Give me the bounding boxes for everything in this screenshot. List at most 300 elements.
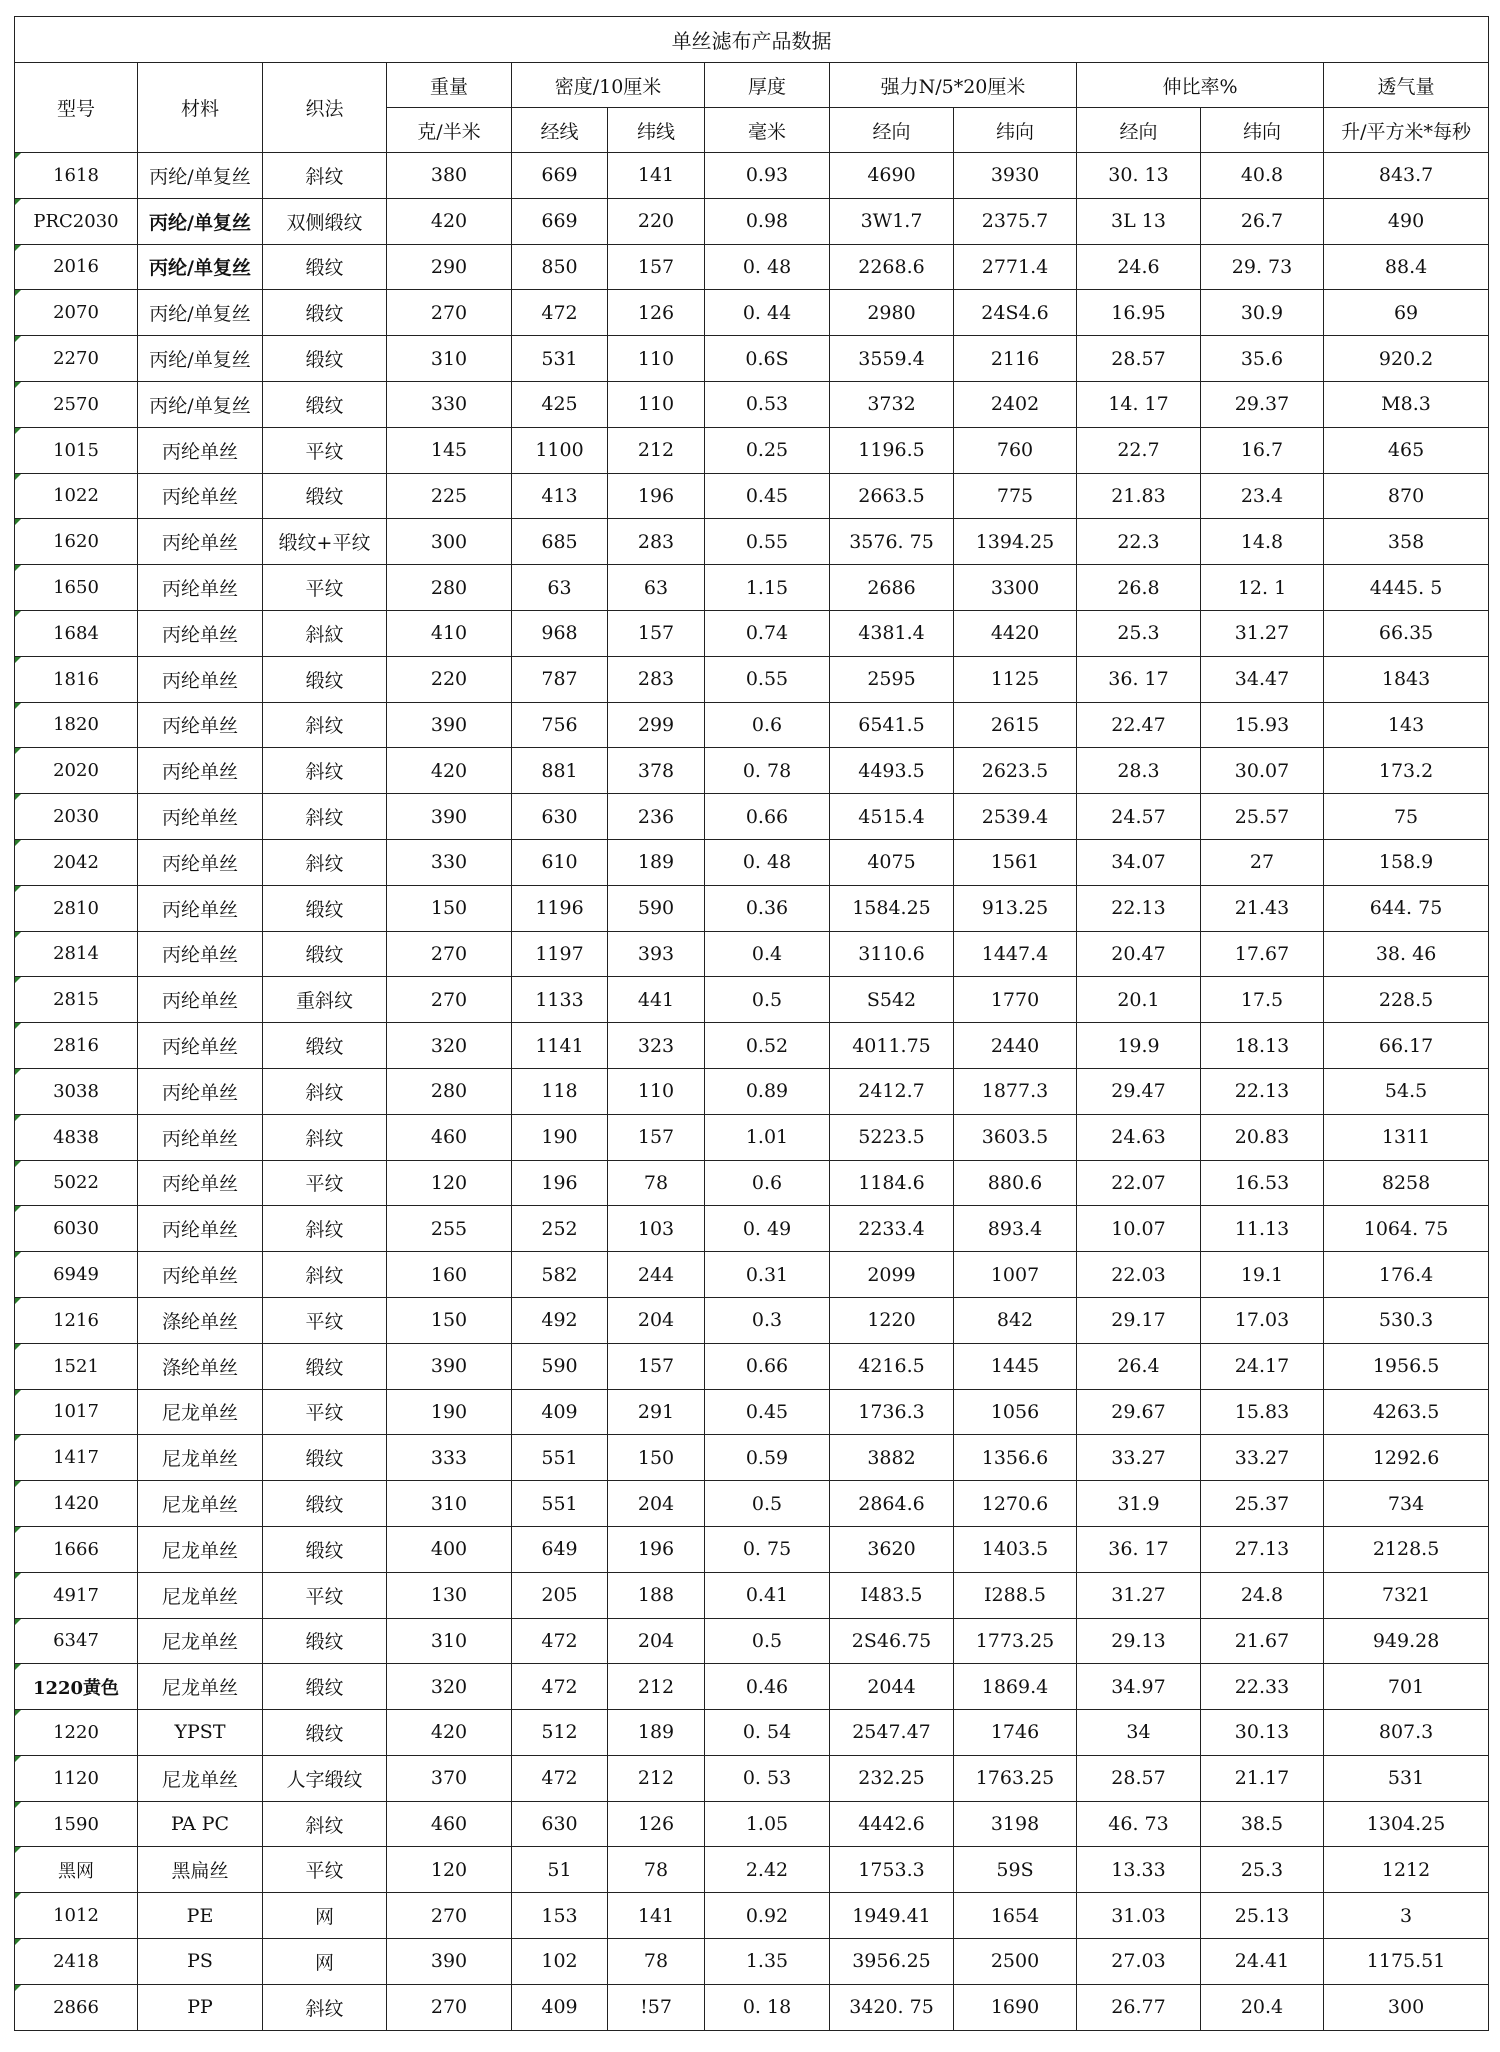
cell-material: 丙纶单丝 [138, 794, 263, 840]
cell-density-weft: 323 [608, 1023, 705, 1069]
cell-air-permeability: 228.5 [1324, 977, 1489, 1023]
cell-density-weft: 157 [608, 244, 705, 290]
cell-material: YPST [138, 1710, 263, 1756]
cell-thickness: 0.74 [705, 610, 830, 656]
cell-strength-weft: 2539.4 [954, 794, 1077, 840]
cell-weave: 缎纹 [263, 336, 387, 382]
cell-elongation-weft: 38.5 [1201, 1801, 1324, 1847]
cell-density-warp: 492 [512, 1297, 608, 1343]
cell-density-weft: 78 [608, 1160, 705, 1206]
cell-weight: 420 [387, 1710, 512, 1756]
cell-density-weft: !57 [608, 1984, 705, 2030]
cell-density-weft: 189 [608, 839, 705, 885]
cell-density-weft: 236 [608, 794, 705, 840]
cell-density-warp: 1197 [512, 931, 608, 977]
cell-strength-warp: 2686 [830, 565, 954, 611]
cell-strength-weft: 760 [954, 427, 1077, 473]
cell-model: 2570 [15, 381, 138, 427]
col-header-weight: 重量 [387, 63, 512, 108]
cell-thickness: 1.05 [705, 1801, 830, 1847]
cell-elongation-warp: 28.57 [1077, 336, 1201, 382]
cell-density-warp: 102 [512, 1939, 608, 1985]
cell-material: 尼龙单丝 [138, 1526, 263, 1572]
cell-density-warp: 153 [512, 1893, 608, 1939]
cell-model: 1420 [15, 1481, 138, 1527]
cell-density-warp: 205 [512, 1572, 608, 1618]
cell-elongation-warp: 16.95 [1077, 290, 1201, 336]
cell-material: 丙纶单丝 [138, 702, 263, 748]
cell-weight: 320 [387, 1664, 512, 1710]
cell-air-permeability: 1311 [1324, 1114, 1489, 1160]
cell-air-permeability: 176.4 [1324, 1252, 1489, 1298]
cell-weave: 斜纹 [263, 794, 387, 840]
table-row [15, 1939, 1489, 1985]
cell-model: PRC2030 [15, 198, 138, 244]
cell-weight: 150 [387, 1297, 512, 1343]
cell-density-warp: 472 [512, 1755, 608, 1801]
cell-model: 6949 [15, 1252, 138, 1298]
cell-weave: 平纹 [263, 1572, 387, 1618]
cell-weight: 270 [387, 977, 512, 1023]
cell-elongation-weft: 27.13 [1201, 1526, 1324, 1572]
cell-material: 尼龙单丝 [138, 1572, 263, 1618]
cell-elongation-weft: 15.93 [1201, 702, 1324, 748]
cell-weave: 斜纹 [263, 1252, 387, 1298]
col-subheader-density-warp: 经线 [512, 108, 608, 153]
cell-strength-warp: 2864.6 [830, 1481, 954, 1527]
cell-model: 1120 [15, 1755, 138, 1801]
cell-density-warp: 63 [512, 565, 608, 611]
cell-elongation-warp: 24.6 [1077, 244, 1201, 290]
cell-weight: 420 [387, 198, 512, 244]
cell-density-warp: 1196 [512, 885, 608, 931]
cell-strength-warp: 1584.25 [830, 885, 954, 931]
cell-air-permeability: 1304.25 [1324, 1801, 1489, 1847]
cell-material: 丙纶单丝 [138, 748, 263, 794]
cell-density-warp: 413 [512, 473, 608, 519]
cell-density-weft: 283 [608, 519, 705, 565]
cell-model: 2418 [15, 1939, 138, 1985]
cell-strength-warp: 3420. 75 [830, 1984, 954, 2030]
cell-strength-weft: 3930 [954, 153, 1077, 199]
cell-air-permeability: 69 [1324, 290, 1489, 336]
cell-weight: 270 [387, 290, 512, 336]
cell-air-permeability: 1212 [1324, 1847, 1489, 1893]
cell-strength-warp: 2S46.75 [830, 1618, 954, 1664]
cell-strength-warp: 4216.5 [830, 1343, 954, 1389]
cell-strength-warp: 4381.4 [830, 610, 954, 656]
table-row [15, 1023, 1489, 1069]
cell-density-weft: 78 [608, 1939, 705, 1985]
cell-elongation-weft: 30.9 [1201, 290, 1324, 336]
cell-material: 丙纶单丝 [138, 839, 263, 885]
table-title: 单丝滤布产品数据 [15, 17, 1489, 63]
cell-thickness: 2.42 [705, 1847, 830, 1893]
cell-weave: 平纹 [263, 1847, 387, 1893]
cell-elongation-warp: 22.03 [1077, 1252, 1201, 1298]
cell-weight: 460 [387, 1114, 512, 1160]
cell-elongation-warp: 22.47 [1077, 702, 1201, 748]
cell-material: 丙纶单丝 [138, 885, 263, 931]
cell-air-permeability: 4263.5 [1324, 1389, 1489, 1435]
cell-material: 丙纶单丝 [138, 565, 263, 611]
table-body [15, 153, 1489, 2031]
cell-material: 丙纶/单复丝 [138, 244, 263, 290]
cell-air-permeability: 807.3 [1324, 1710, 1489, 1756]
cell-air-permeability: 66.35 [1324, 610, 1489, 656]
cell-weave: 缎纹 [263, 1618, 387, 1664]
cell-elongation-warp: 22.3 [1077, 519, 1201, 565]
table-row [15, 885, 1489, 931]
cell-model: 2030 [15, 794, 138, 840]
cell-density-warp: 472 [512, 290, 608, 336]
cell-strength-warp: 2233.4 [830, 1206, 954, 1252]
cell-weight: 460 [387, 1801, 512, 1847]
cell-weave: 缎纹 [263, 885, 387, 931]
col-subheader-strength-warp: 经向 [830, 108, 954, 153]
cell-density-weft: 63 [608, 565, 705, 611]
cell-strength-warp: 1184.6 [830, 1160, 954, 1206]
cell-density-weft: 141 [608, 1893, 705, 1939]
cell-thickness: 0.5 [705, 977, 830, 1023]
product-data-sheet [14, 16, 1488, 2031]
cell-strength-weft: 2440 [954, 1023, 1077, 1069]
data-table [14, 16, 1489, 2031]
cell-elongation-warp: 31.9 [1077, 1481, 1201, 1527]
cell-strength-warp: 1949.41 [830, 1893, 954, 1939]
cell-density-weft: 110 [608, 336, 705, 382]
cell-strength-weft: 3198 [954, 1801, 1077, 1847]
cell-weight: 130 [387, 1572, 512, 1618]
cell-weight: 330 [387, 839, 512, 885]
table-row [15, 610, 1489, 656]
cell-material: 涤纶单丝 [138, 1343, 263, 1389]
cell-air-permeability: 4445. 5 [1324, 565, 1489, 611]
cell-model: 2866 [15, 1984, 138, 2030]
cell-weight: 380 [387, 153, 512, 199]
cell-density-weft: 212 [608, 1664, 705, 1710]
cell-strength-weft: 880.6 [954, 1160, 1077, 1206]
cell-model: 1620 [15, 519, 138, 565]
cell-strength-warp: 2044 [830, 1664, 954, 1710]
cell-material: 丙纶/单复丝 [138, 198, 263, 244]
cell-strength-weft: 3300 [954, 565, 1077, 611]
cell-thickness: 0.55 [705, 519, 830, 565]
cell-model: 2815 [15, 977, 138, 1023]
cell-density-weft: 378 [608, 748, 705, 794]
cell-thickness: 0.45 [705, 1389, 830, 1435]
col-subheader-thickness-unit: 毫米 [705, 108, 830, 153]
cell-density-warp: 630 [512, 794, 608, 840]
cell-density-weft: 126 [608, 290, 705, 336]
table-row [15, 1435, 1489, 1481]
cell-material: 尼龙单丝 [138, 1755, 263, 1801]
table-row [15, 1664, 1489, 1710]
cell-density-weft: 103 [608, 1206, 705, 1252]
cell-air-permeability: 8258 [1324, 1160, 1489, 1206]
cell-thickness: 0.3 [705, 1297, 830, 1343]
cell-air-permeability: 54.5 [1324, 1068, 1489, 1114]
cell-weave: 缎纹 [263, 1710, 387, 1756]
cell-weave: 网 [263, 1893, 387, 1939]
cell-density-weft: 441 [608, 977, 705, 1023]
cell-weave: 平纹 [263, 1160, 387, 1206]
cell-density-warp: 196 [512, 1160, 608, 1206]
cell-weave: 平纹 [263, 1389, 387, 1435]
cell-strength-weft: 1654 [954, 1893, 1077, 1939]
cell-thickness: 0.53 [705, 381, 830, 427]
cell-strength-weft: 24S4.6 [954, 290, 1077, 336]
cell-model: 1012 [15, 1893, 138, 1939]
table-row [15, 794, 1489, 840]
cell-density-warp: 850 [512, 244, 608, 290]
cell-strength-weft: 1770 [954, 977, 1077, 1023]
cell-thickness: 0.6 [705, 1160, 830, 1206]
cell-model: 2814 [15, 931, 138, 977]
cell-elongation-weft: 20.83 [1201, 1114, 1324, 1160]
cell-model: 1618 [15, 153, 138, 199]
cell-thickness: 0.55 [705, 656, 830, 702]
cell-strength-weft: 2623.5 [954, 748, 1077, 794]
cell-elongation-weft: 21.67 [1201, 1618, 1324, 1664]
cell-weave: 平纹 [263, 427, 387, 473]
cell-strength-weft: 1356.6 [954, 1435, 1077, 1481]
cell-weave: 斜紋 [263, 610, 387, 656]
table-row [15, 1481, 1489, 1527]
cell-material: PS [138, 1939, 263, 1985]
table-row [15, 1984, 1489, 2030]
cell-weave: 缎纹+平纹 [263, 519, 387, 565]
cell-elongation-weft: 18.13 [1201, 1023, 1324, 1069]
cell-density-warp: 787 [512, 656, 608, 702]
cell-thickness: 1.01 [705, 1114, 830, 1160]
cell-thickness: 0.66 [705, 1343, 830, 1389]
cell-weight: 190 [387, 1389, 512, 1435]
cell-density-warp: 582 [512, 1252, 608, 1298]
cell-elongation-warp: 22.07 [1077, 1160, 1201, 1206]
table-row [15, 1252, 1489, 1298]
cell-elongation-warp: 26.8 [1077, 565, 1201, 611]
cell-elongation-weft: 16.7 [1201, 427, 1324, 473]
cell-model: 1022 [15, 473, 138, 519]
cell-material: 尼龙单丝 [138, 1618, 263, 1664]
col-header-material: 材料 [138, 63, 263, 153]
cell-material: 丙纶/单复丝 [138, 153, 263, 199]
cell-elongation-weft: 15.83 [1201, 1389, 1324, 1435]
cell-elongation-warp: 27.03 [1077, 1939, 1201, 1985]
cell-elongation-warp: 46. 73 [1077, 1801, 1201, 1847]
cell-weight: 160 [387, 1252, 512, 1298]
cell-density-warp: 551 [512, 1435, 608, 1481]
cell-thickness: 0.98 [705, 198, 830, 244]
cell-material: 丙纶单丝 [138, 427, 263, 473]
cell-model: 6347 [15, 1618, 138, 1664]
cell-model: 1017 [15, 1389, 138, 1435]
cell-density-weft: 244 [608, 1252, 705, 1298]
table-row [15, 1618, 1489, 1664]
cell-model: 1650 [15, 565, 138, 611]
cell-air-permeability: 1175.51 [1324, 1939, 1489, 1985]
cell-weight: 300 [387, 519, 512, 565]
cell-material: 丙纶单丝 [138, 977, 263, 1023]
cell-thickness: 0.92 [705, 1893, 830, 1939]
cell-density-warp: 190 [512, 1114, 608, 1160]
cell-thickness: 0.6S [705, 336, 830, 382]
cell-weave: 缎纹 [263, 1343, 387, 1389]
cell-elongation-weft: 11.13 [1201, 1206, 1324, 1252]
cell-elongation-weft: 25.57 [1201, 794, 1324, 840]
cell-elongation-warp: 10.07 [1077, 1206, 1201, 1252]
cell-weave: 缎纹 [263, 656, 387, 702]
cell-model: 1816 [15, 656, 138, 702]
cell-density-warp: 756 [512, 702, 608, 748]
cell-thickness: 0.31 [705, 1252, 830, 1298]
cell-density-weft: 110 [608, 381, 705, 427]
cell-strength-weft: 2500 [954, 1939, 1077, 1985]
cell-thickness: 1.35 [705, 1939, 830, 1985]
cell-weave: 斜纹 [263, 702, 387, 748]
cell-model: 2016 [15, 244, 138, 290]
cell-weight: 333 [387, 1435, 512, 1481]
cell-weight: 310 [387, 336, 512, 382]
cell-weight: 390 [387, 702, 512, 748]
cell-strength-weft: 1056 [954, 1389, 1077, 1435]
cell-density-weft: 590 [608, 885, 705, 931]
cell-elongation-warp: 26.77 [1077, 1984, 1201, 2030]
cell-strength-weft: 2375.7 [954, 198, 1077, 244]
cell-density-weft: 204 [608, 1297, 705, 1343]
cell-material: PP [138, 1984, 263, 2030]
cell-weight: 120 [387, 1160, 512, 1206]
cell-elongation-warp: 22.13 [1077, 885, 1201, 931]
cell-density-weft: 291 [608, 1389, 705, 1435]
cell-material: 丙纶/单复丝 [138, 336, 263, 382]
cell-thickness: 0.66 [705, 794, 830, 840]
cell-thickness: 0.46 [705, 1664, 830, 1710]
cell-model: 1220 [15, 1710, 138, 1756]
table-row [15, 1068, 1489, 1114]
cell-strength-weft: 1561 [954, 839, 1077, 885]
cell-elongation-warp: 31.03 [1077, 1893, 1201, 1939]
cell-elongation-warp: 24.57 [1077, 794, 1201, 840]
cell-elongation-weft: 17.03 [1201, 1297, 1324, 1343]
cell-thickness: 0.6 [705, 702, 830, 748]
cell-strength-weft: 1690 [954, 1984, 1077, 2030]
cell-strength-weft: I288.5 [954, 1572, 1077, 1618]
cell-weave: 网 [263, 1939, 387, 1985]
cell-model: 1417 [15, 1435, 138, 1481]
cell-elongation-warp: 26.4 [1077, 1343, 1201, 1389]
cell-density-weft: 212 [608, 427, 705, 473]
cell-elongation-warp: 20.1 [1077, 977, 1201, 1023]
cell-density-weft: 204 [608, 1618, 705, 1664]
cell-strength-weft: 842 [954, 1297, 1077, 1343]
cell-thickness: 0. 78 [705, 748, 830, 794]
cell-model: 2020 [15, 748, 138, 794]
cell-density-warp: 1100 [512, 427, 608, 473]
cell-elongation-weft: 14.8 [1201, 519, 1324, 565]
cell-density-warp: 512 [512, 1710, 608, 1756]
cell-weight: 280 [387, 565, 512, 611]
cell-density-warp: 610 [512, 839, 608, 885]
cell-weave: 缎纹 [263, 381, 387, 427]
cell-material: 丙纶单丝 [138, 519, 263, 565]
col-header-density: 密度/10厘米 [512, 63, 705, 108]
cell-air-permeability: 3 [1324, 1893, 1489, 1939]
cell-air-permeability: 143 [1324, 702, 1489, 748]
cell-elongation-warp: 21.83 [1077, 473, 1201, 519]
cell-strength-weft: 775 [954, 473, 1077, 519]
cell-strength-warp: 3W1.7 [830, 198, 954, 244]
cell-model: 4838 [15, 1114, 138, 1160]
cell-elongation-warp: 29.67 [1077, 1389, 1201, 1435]
cell-density-warp: 630 [512, 1801, 608, 1847]
cell-density-warp: 51 [512, 1847, 608, 1893]
cell-weight: 145 [387, 427, 512, 473]
cell-strength-warp: 232.25 [830, 1755, 954, 1801]
cell-strength-weft: 2116 [954, 336, 1077, 382]
cell-air-permeability: M8.3 [1324, 381, 1489, 427]
cell-thickness: 0.5 [705, 1481, 830, 1527]
cell-weave: 平纹 [263, 565, 387, 611]
col-subheader-density-weft: 纬线 [608, 108, 705, 153]
cell-weave: 缎纹 [263, 1664, 387, 1710]
cell-density-warp: 472 [512, 1618, 608, 1664]
cell-thickness: 0. 18 [705, 1984, 830, 2030]
cell-elongation-weft: 29.37 [1201, 381, 1324, 427]
cell-model: 6030 [15, 1206, 138, 1252]
cell-strength-warp: 3620 [830, 1526, 954, 1572]
cell-weave: 斜纹 [263, 1801, 387, 1847]
cell-density-weft: 188 [608, 1572, 705, 1618]
cell-model: 黑网 [15, 1847, 138, 1893]
cell-air-permeability: 2128.5 [1324, 1526, 1489, 1572]
cell-model: 1590 [15, 1801, 138, 1847]
cell-density-weft: 126 [608, 1801, 705, 1847]
cell-weave: 缎纹 [263, 1526, 387, 1572]
cell-elongation-weft: 24.41 [1201, 1939, 1324, 1985]
col-subheader-strength-weft: 纬向 [954, 108, 1077, 153]
cell-air-permeability: 358 [1324, 519, 1489, 565]
cell-density-warp: 252 [512, 1206, 608, 1252]
cell-weave: 双侧缎纹 [263, 198, 387, 244]
cell-weave: 斜纹 [263, 1984, 387, 2030]
cell-weight: 220 [387, 656, 512, 702]
cell-elongation-warp: 19.9 [1077, 1023, 1201, 1069]
cell-weight: 410 [387, 610, 512, 656]
cell-density-warp: 551 [512, 1481, 608, 1527]
cell-strength-warp: 2663.5 [830, 473, 954, 519]
cell-strength-warp: 6541.5 [830, 702, 954, 748]
table-row [15, 1526, 1489, 1572]
cell-model: 1666 [15, 1526, 138, 1572]
cell-elongation-weft: 35.6 [1201, 336, 1324, 382]
cell-air-permeability: 734 [1324, 1481, 1489, 1527]
cell-thickness: 0.36 [705, 885, 830, 931]
cell-elongation-weft: 22.13 [1201, 1068, 1324, 1114]
cell-strength-weft: 3603.5 [954, 1114, 1077, 1160]
cell-material: 尼龙单丝 [138, 1664, 263, 1710]
cell-elongation-warp: 36. 17 [1077, 656, 1201, 702]
cell-density-weft: 141 [608, 153, 705, 199]
cell-thickness: 0. 44 [705, 290, 830, 336]
cell-air-permeability: 1064. 75 [1324, 1206, 1489, 1252]
cell-elongation-warp: 22.7 [1077, 427, 1201, 473]
cell-thickness: 0. 48 [705, 244, 830, 290]
cell-elongation-warp: 13.33 [1077, 1847, 1201, 1893]
cell-elongation-weft: 40.8 [1201, 153, 1324, 199]
cell-strength-weft: 913.25 [954, 885, 1077, 931]
